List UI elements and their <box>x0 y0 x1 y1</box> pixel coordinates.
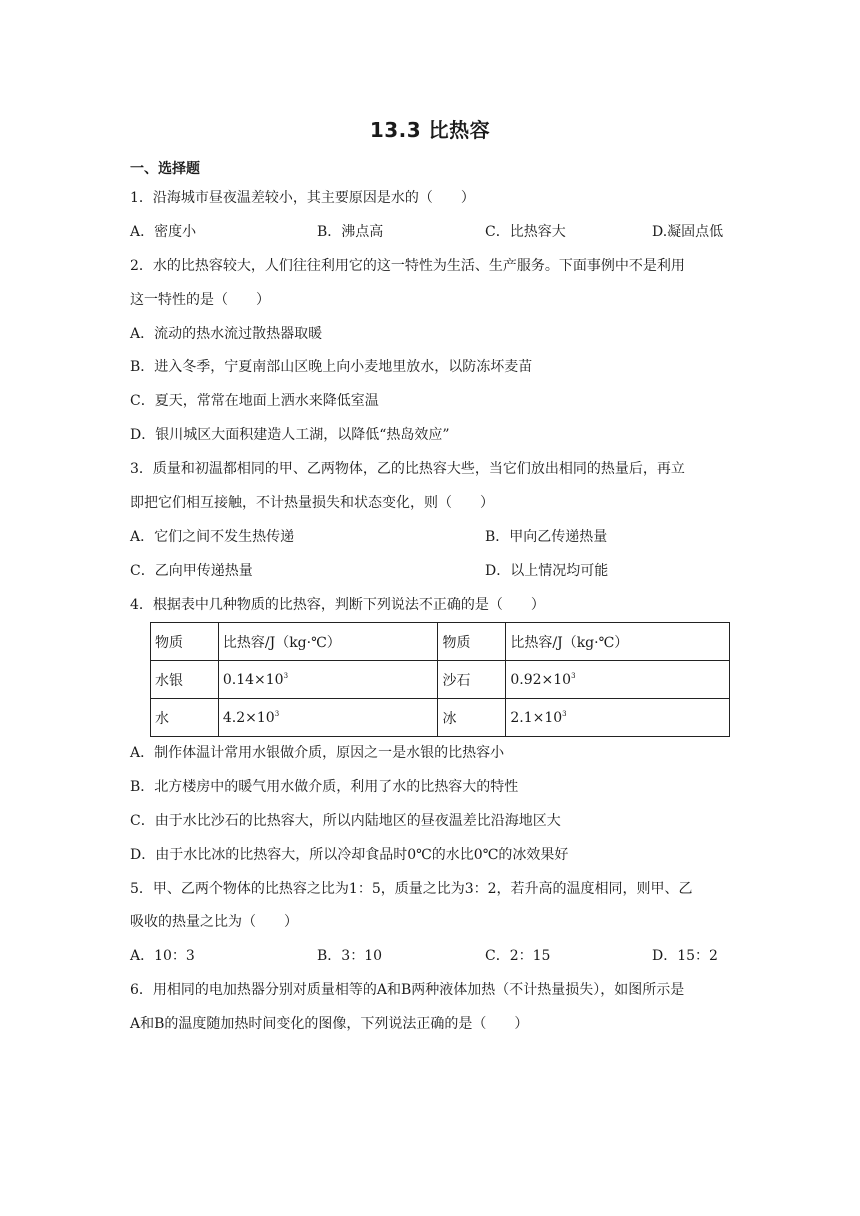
table-cell-material: 沙石 <box>438 661 506 699</box>
table-cell-value <box>506 661 730 699</box>
question-4-stem: 4．根据表中几种物质的比热容，判断下列说法不正确的是（ ） <box>130 597 545 613</box>
question-3-option-c: C．乙向甲传递热量 <box>130 563 253 579</box>
question-4-option-c: C．由于水比沙石的比热容大，所以内陆地区的昼夜温差比沿海地区大 <box>130 813 561 829</box>
question-5-option-a: A．10：3 <box>130 948 195 964</box>
section-heading: 一、选择题 <box>130 161 200 177</box>
value-text: 0.14×10 <box>222 671 284 688</box>
value-text: 0.92×10 <box>510 671 572 688</box>
value-exponent: 3 <box>571 671 576 680</box>
table-header-cell: 比热容/J（kg·℃） <box>218 623 438 661</box>
question-3-option-a: A．它们之间不发生热传递 <box>130 529 295 545</box>
value-exponent: 3 <box>562 709 567 718</box>
question-1-stem: 1．沿海城市昼夜温差较小，其主要原因是水的（ ） <box>130 190 475 206</box>
question-5-option-c: C．2：15 <box>485 948 551 964</box>
table-header-cell: 物质 <box>438 623 506 661</box>
value-exponent: 3 <box>274 709 280 718</box>
question-2-stem-line-2: 这一特性的是（ ） <box>130 292 270 308</box>
question-1-option-d: D.凝固点低 <box>652 224 724 240</box>
value-text: 4.2×10 <box>222 709 275 726</box>
table-cell-value <box>506 699 730 737</box>
question-6-stem-line-2: A和B的温度随加热时间变化的图像，下列说法正确的是（ ） <box>130 1016 529 1032</box>
question-2-option-d: D．银川城区大面积建造人工湖，以降低“热岛效应” <box>130 427 450 443</box>
question-3-option-b: B．甲向乙传递热量 <box>485 529 608 545</box>
question-1-option-c: C．比热容大 <box>485 224 566 240</box>
question-3-stem-line-2: 即把它们相互接触，不计热量损失和状态变化，则（ ） <box>130 495 494 511</box>
value-text: 2.1×10 <box>510 709 563 726</box>
question-4-option-d: D．由于水比冰的比热容大，所以冷却食品时0℃的水比0℃的冰效果好 <box>130 847 569 863</box>
table-header-cell: 物质 <box>151 623 219 661</box>
question-5-option-d: D．15：2 <box>652 948 718 964</box>
question-6-stem-line-1: 6．用相同的电加热器分别对质量相等的A和B两种液体加热（不计热量损失），如图所示是 <box>130 982 685 998</box>
question-5-stem-line-1: 5．甲、乙两个物体的比热容之比为1：5，质量之比为3：2，若升高的温度相同，则甲、乙 <box>130 881 693 897</box>
question-4-option-a: A．制作体温计常用水银做介质，原因之一是水银的比热容小 <box>130 745 505 761</box>
question-3-option-d: D．以上情况均可能 <box>485 563 609 579</box>
question-2-option-c: C．夏天，常常在地面上洒水来降低室温 <box>130 393 379 409</box>
value-exponent: 3 <box>283 671 289 680</box>
table-row <box>151 699 730 737</box>
question-2-stem-line-1: 2．水的比热容较大，人们往往利用它的这一特性为生活、生产服务。下面事例中不是利用 <box>130 258 685 274</box>
question-1-option-a: A．密度小 <box>130 224 197 240</box>
question-2-option-b: B．进入冬季，宁夏南部山区晚上向小麦地里放水，以防冻坏麦苗 <box>130 359 533 375</box>
question-5-option-b: B．3：10 <box>317 948 383 964</box>
table-cell-material: 水 <box>151 699 219 737</box>
table-header-row <box>151 623 730 661</box>
page-title: 13.3 比热容 <box>369 118 491 142</box>
question-5-stem-line-2: 吸收的热量之比为（ ） <box>130 914 298 930</box>
question-3-stem-line-1: 3．质量和初温都相同的甲、乙两物体，乙的比热容大些，当它们放出相同的热量后，再立 <box>130 461 685 477</box>
specific-heat-table <box>150 622 730 737</box>
question-2-option-a: A．流动的热水流过散热器取暖 <box>130 326 323 342</box>
table-cell-material: 水银 <box>151 661 219 699</box>
table-cell-material: 冰 <box>438 699 506 737</box>
question-1-option-b: B．沸点高 <box>317 224 384 240</box>
question-4-option-b: B．北方楼房中的暖气用水做介质，利用了水的比热容大的特性 <box>130 779 519 795</box>
table-row <box>151 661 730 699</box>
table-cell-value <box>218 699 438 737</box>
table-cell-value <box>218 661 438 699</box>
table-header-cell: 比热容/J（kg·℃） <box>506 623 730 661</box>
